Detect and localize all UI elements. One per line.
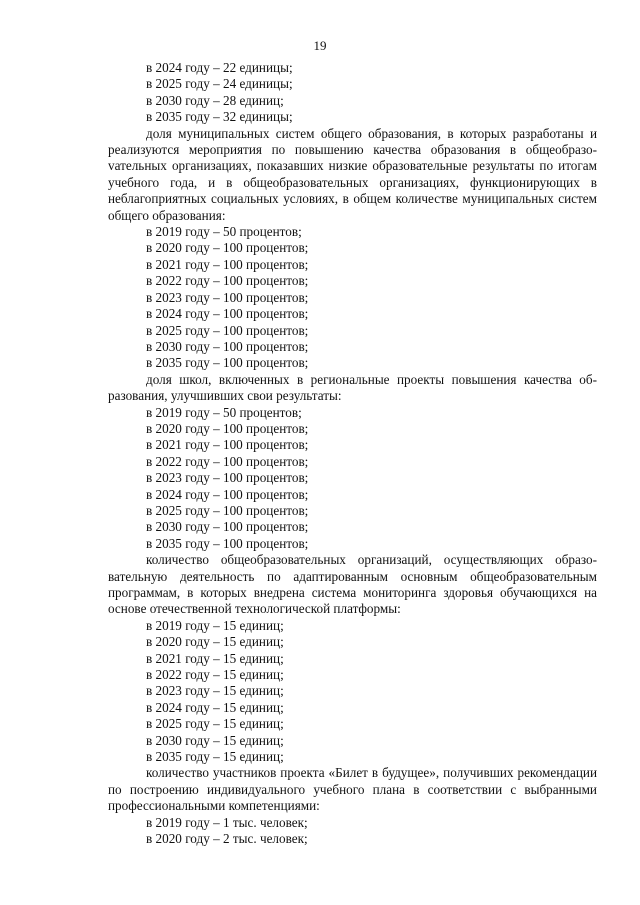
list-item: в 2025 году – 15 единиц;: [146, 716, 284, 732]
list-item: в 2023 году – 100 процентов;: [146, 289, 309, 305]
document-body: [108, 60, 597, 848]
list-item: в 2021 году – 15 единиц;: [146, 650, 284, 666]
list-item: в 2030 году – 15 единиц;: [146, 732, 284, 748]
list-item: в 2030 году – 28 единиц;: [146, 92, 284, 108]
page-number: 19: [313, 38, 327, 53]
list-item: в 2020 году – 100 процентов;: [146, 420, 309, 436]
list-item: в 2020 году – 100 процентов;: [146, 240, 309, 256]
indicator-values-list: [108, 405, 597, 553]
list-item: в 2030 году – 100 процентов;: [146, 519, 309, 535]
list-item: в 2024 году – 22 единицы;: [146, 60, 293, 75]
list-item: в 2035 году – 32 единицы;: [146, 109, 293, 125]
list-item: в 2023 году – 100 процентов;: [146, 470, 309, 486]
list-item: в 2025 году – 100 процентов;: [146, 502, 309, 518]
indicator-values-list: [108, 815, 597, 848]
list-item: в 2022 году – 100 процентов;: [146, 453, 309, 469]
paragraph-ticket-to-future: количество участников проекта «Билет в будущее», получивших рекомендации по построению индивидуального учебного плана в соответствии с выбранными профессиональными компетенциями:: [108, 765, 597, 814]
list-item: в 2022 году – 15 единиц;: [146, 667, 284, 683]
list-item: в 2025 году – 24 единицы;: [146, 76, 293, 92]
list-item: в 2021 году – 100 процентов;: [146, 437, 309, 453]
list-item: в 2019 году – 50 процентов;: [146, 404, 302, 420]
list-item: в 2019 году – 1 тыс. человек;: [146, 814, 308, 830]
paragraph-adapted-programs: количество общеобразовательных организаций, осуществляющих образовательную деятельность по адаптированным основным общеобразовательным программам, в которых внедрена система мониторинга здоровья обучающихся на основе отечественной технологической платформы:: [108, 552, 597, 617]
list-item: в 2035 году – 15 единиц;: [146, 749, 284, 765]
list-item: в 2020 году – 2 тыс. человек;: [146, 831, 308, 847]
list-item: в 2024 году – 15 единиц;: [146, 699, 284, 715]
list-item: в 2019 году – 50 процентов;: [146, 224, 302, 240]
indicator-values-list: [108, 618, 597, 766]
list-item: в 2024 году – 100 процентов;: [146, 306, 309, 322]
list-item: в 2023 году – 15 единиц;: [146, 683, 284, 699]
list-item: в 2035 году – 100 процентов;: [146, 355, 309, 371]
list-item: в 2030 году – 100 процентов;: [146, 338, 309, 354]
list-item: в 2019 году – 15 единиц;: [146, 617, 284, 633]
paragraph-municipal-systems: доля муниципальных систем общего образования, в которых разработаны и реализуются мероприятия по повышению качества образования в общеобразоvательных организациях, показавших низкие образовательные результаты по итогам учебного года, и в общеобразовательных организациях, функционирующих в неблагоприятных социальных условиях, в общем количестве муниципальных систем общего образования:: [108, 125, 597, 223]
list-item: в 2025 году – 100 процентов;: [146, 322, 309, 338]
list-item: в 2021 году – 100 процентов;: [146, 256, 309, 272]
list-item: в 2022 году – 100 процентов;: [146, 273, 309, 289]
list-item: в 2024 году – 100 процентов;: [146, 486, 309, 502]
list-item: в 2035 году – 100 процентов;: [146, 535, 309, 551]
paragraph-schools-share: доля школ, включенных в региональные проекты повышения качества образования, улучшивших свои результаты:: [108, 371, 597, 404]
list-item: в 2020 году – 15 единиц;: [146, 634, 284, 650]
indicator-values-list: [108, 224, 597, 372]
indicator-values-list: [108, 60, 597, 126]
